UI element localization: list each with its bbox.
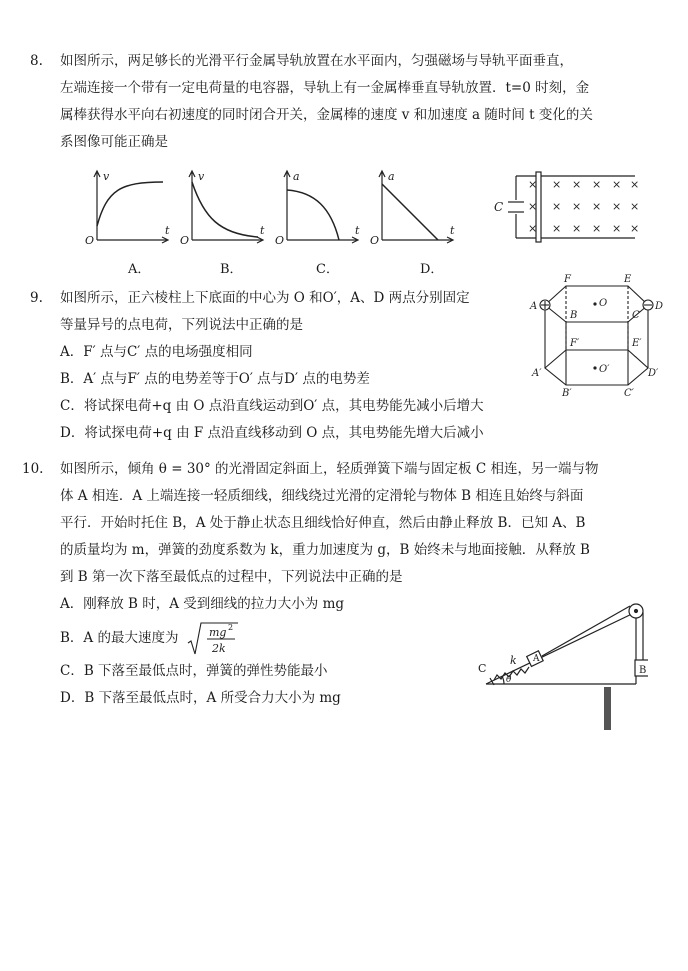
- point-d: D: [655, 301, 664, 312]
- magnetic-field-cross: ×: [630, 222, 640, 235]
- axis-origin: O: [180, 234, 190, 247]
- question-number: 10.: [22, 461, 44, 477]
- label-b: B: [639, 665, 647, 676]
- axis-origin: O: [275, 234, 285, 247]
- question-text-line: 系图像可能正确是: [60, 134, 168, 150]
- question-text-line: 属棒获得水平向右初速度的同时闭合开关，金属棒的速度 v 和加速度 a 随时间 t 变化的关: [60, 107, 593, 123]
- magnetic-field-cross: ×: [592, 178, 602, 191]
- option-b: B．A′ 点与F′ 点的电势差等于O′ 点与D′ 点的电势差: [60, 371, 370, 387]
- magnetic-field-cross: ×: [630, 178, 640, 191]
- point-d-prime: D′: [648, 368, 659, 379]
- question-text-line: 的质量均为 m，弹簧的劲度系数为 k，重力加速度为 g，B 始终未与地面接触．从释放 B: [60, 542, 590, 558]
- magnetic-field-cross: ×: [612, 200, 622, 213]
- graph-label-d: D．: [420, 262, 444, 277]
- magnetic-field-cross: ×: [528, 222, 538, 235]
- magnetic-field-cross: ×: [552, 222, 562, 235]
- graph-label-a: A．: [128, 262, 151, 277]
- option-c: C．将试探电荷+q 由 O 点沿直线运动到O′ 点，其电势能先减小后增大: [60, 398, 484, 414]
- axis-origin: O: [370, 234, 380, 247]
- axis-label-x: t: [355, 224, 360, 237]
- sqrt-sign: [187, 621, 239, 657]
- axis-origin: O: [85, 234, 95, 247]
- question-text-line: 到 B 第一次下落至最低点的过程中，下列说法中正确的是: [60, 569, 403, 585]
- magnetic-field-cross: ×: [592, 222, 602, 235]
- point-a-prime: A′: [532, 368, 542, 379]
- option-d: D．B 下落至最低点时，A 所受合力大小为 mg: [60, 690, 341, 706]
- question-8: [30, 48, 660, 156]
- question-text-line: 如图所示，正六棱柱上下底面的中心为 O 和O′，A、D 两点分别固定: [60, 290, 470, 306]
- q9-prism-figure: [528, 272, 668, 397]
- graph-label-c: C．: [316, 262, 339, 277]
- magnetic-field-cross: ×: [612, 222, 622, 235]
- axis-label-y: v: [198, 170, 205, 183]
- point-c: C: [632, 310, 640, 321]
- magnetic-field-cross: ×: [630, 200, 640, 213]
- label-a: A: [533, 654, 540, 664]
- point-f-prime: F′: [570, 338, 580, 349]
- axis-label-x: t: [260, 224, 265, 237]
- point-f: F: [564, 274, 571, 285]
- sqrt-numerator: mg: [208, 625, 227, 639]
- graph-label-b: B．: [220, 262, 243, 277]
- magnetic-field-cross: ×: [552, 178, 562, 191]
- question-text-line: 等量异号的点电荷，下列说法中正确的是: [60, 317, 303, 333]
- question-number: 9.: [30, 290, 43, 306]
- axis-label-x: t: [165, 224, 170, 237]
- question-text-line: 如图所示，两足够长的光滑平行金属导轨放置在水平面内，匀强磁场与导轨平面垂直，: [60, 53, 573, 69]
- point-b-prime: B′: [562, 388, 572, 397]
- magnetic-field-cross: ×: [552, 200, 562, 213]
- label-theta: θ: [506, 675, 512, 685]
- option-d: D．将试探电荷+q 由 F 点沿直线移动到 O 点，其电势能先增大后减小: [60, 425, 484, 441]
- point-o: O: [599, 298, 608, 309]
- magnetic-field-cross: ×: [572, 200, 582, 213]
- question-text-line: 平行．开始时托住 B，A 处于静止状态且细线恰好伸直，然后由静止释放 B．已知 A、B: [60, 515, 586, 531]
- option-b-text: B．A 的最大速度为: [60, 630, 179, 646]
- magnetic-field-cross: ×: [528, 178, 538, 191]
- question-text-line: 左端连接一个带有一定电荷量的电容器，导轨上有一金属棒垂直导轨放置．t=0 时刻，金: [60, 80, 590, 96]
- magnetic-field-cross: ×: [592, 200, 602, 213]
- q8-graphs: [85, 168, 475, 248]
- option-a: A．F′ 点与C′ 点的电场强度相同: [60, 344, 253, 360]
- point-a: A: [530, 301, 538, 312]
- magnetic-field-cross: ×: [528, 200, 538, 213]
- capacitor-label: C: [494, 200, 504, 214]
- point-e-prime: E′: [632, 338, 642, 349]
- question-number: 8.: [30, 53, 43, 69]
- axis-label-y: v: [103, 170, 110, 183]
- axis-label-x: t: [450, 224, 455, 237]
- point-b: B: [570, 310, 578, 321]
- magnetic-field-cross: ×: [572, 222, 582, 235]
- point-o-prime: O′: [599, 364, 610, 375]
- label-k: k: [510, 654, 517, 667]
- magnetic-field-cross: ×: [612, 178, 622, 191]
- axis-label-y: a: [388, 170, 395, 183]
- option-c: C．B 下落至最低点时，弹簧的弹性势能最小: [60, 663, 328, 679]
- axis-label-y: a: [293, 170, 300, 183]
- sqrt-exponent: 2: [227, 622, 233, 632]
- q8-circuit-figure: [490, 168, 640, 248]
- q10-incline-figure: [478, 598, 648, 733]
- magnetic-field-cross: ×: [572, 178, 582, 191]
- sqrt-expression: [187, 621, 239, 657]
- question-text-line: 体 A 相连．A 上端连接一轻质细线，细线绕过光滑的定滑轮与物体 B 相连且始终与斜面: [60, 488, 584, 504]
- point-e: E: [624, 274, 632, 285]
- point-c-prime: C′: [624, 388, 634, 397]
- label-c: C: [478, 662, 487, 675]
- option-a: A．刚释放 B 时，A 受到细线的拉力大小为 mg: [60, 596, 345, 612]
- question-text-line: 如图所示，倾角 θ = 30° 的光滑固定斜面上，轻质弹簧下端与固定板 C 相连，另一端与物: [60, 461, 599, 477]
- sqrt-denominator: 2k: [211, 641, 226, 655]
